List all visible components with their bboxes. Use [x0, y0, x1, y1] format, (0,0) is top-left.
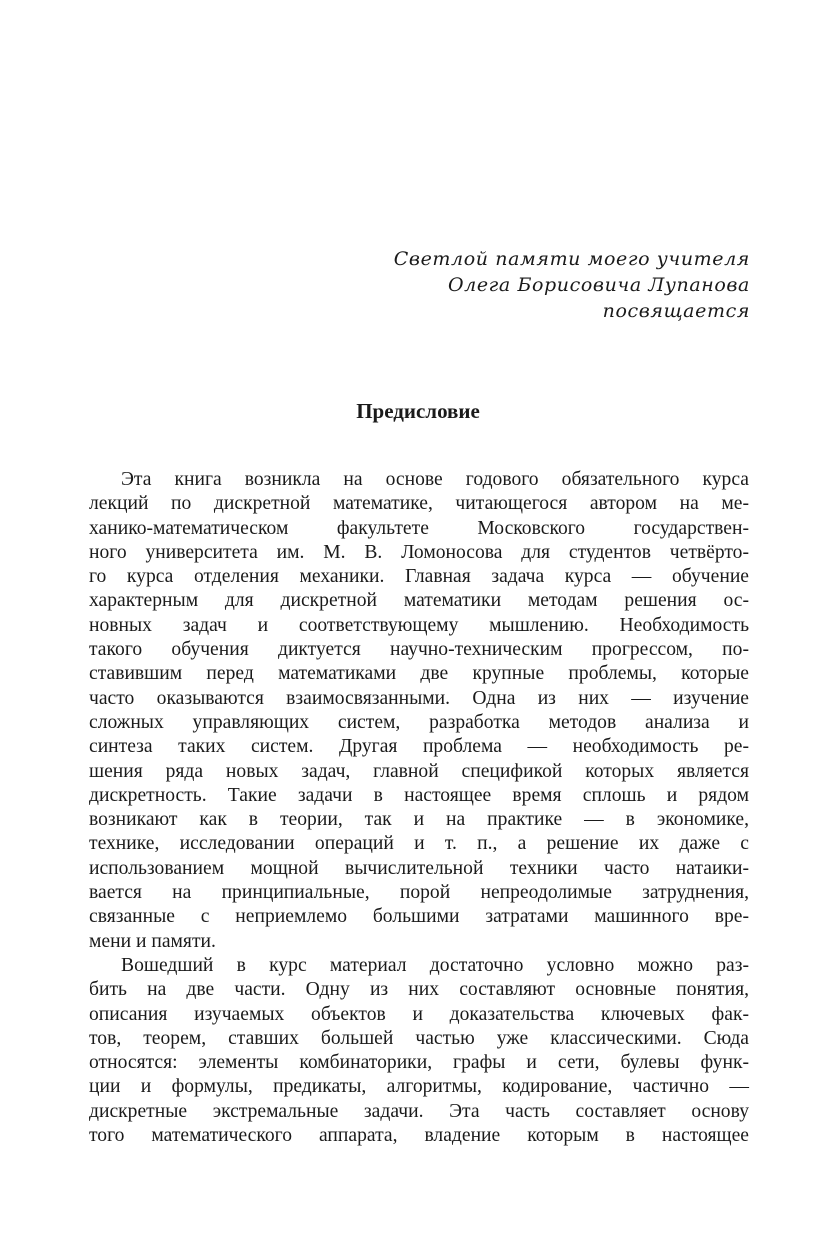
text-line: ханико-математическом факультете Московского государствен- [89, 517, 749, 539]
text-line: тов, теорем, ставших большей частью уже классическими. Сюда [89, 1027, 749, 1049]
text-line: относятся: элементы комбинаторики, графы и сети, булевы функ- [89, 1052, 749, 1074]
text-line: го курса отделения механики. Главная задача курса — обучение [89, 566, 749, 588]
text-line: дискретные экстремальные задачи. Эта часть составляет основу [89, 1100, 749, 1122]
body-text [89, 468, 749, 1148]
dedication-line: Светлой памяти моего учителя [393, 248, 750, 270]
text-line: описания изучаемых объектов и доказательства ключевых фак- [89, 1003, 749, 1025]
text-line: лекций по дискретной математике, читающегося автором на ме- [89, 493, 749, 515]
text-line: шения ряда новых задач, главной спецификой которых является [89, 760, 749, 782]
text-line: технике, исследовании операций и т. п., а решение их даже с [89, 833, 749, 855]
text-line: такого обучения диктуется научно-техническим прогрессом, по- [89, 639, 749, 661]
text-line: Эта книга возникла на основе годового обязательного курса [121, 469, 749, 490]
dedication-line: Олега Борисовича Лупанова [447, 274, 750, 296]
paragraph [89, 468, 749, 954]
text-line: связанные с неприемлемо большими затратами машинного вре- [89, 906, 749, 928]
text-line: ции и формулы, предикаты, алгоритмы, кодирование, частично — [89, 1076, 749, 1098]
text-line: Вошедший в курс материал достаточно условно можно раз- [121, 954, 749, 976]
text-line: дискретность. Такие задачи в настоящее время сплошь и рядом [89, 784, 749, 806]
text-line: часто оказываются взаимосвязанными. Одна из них — изучение [89, 687, 749, 709]
text-line: новных задач и соответствующему мышлению. Необходимость [89, 614, 749, 636]
text-line: использованием мощной вычислительной техники часто натаики- [89, 857, 749, 879]
text-line: сложных управляющих систем, разработка методов анализа и [89, 711, 749, 733]
text-line: бить на две части. Одну из них составляют основные понятия, [89, 979, 749, 1001]
section-heading: Предисловие [356, 399, 480, 423]
text-line: того математического аппарата, владение которым в настоящее [89, 1125, 749, 1147]
dedication [394, 246, 750, 324]
text-line: возникают как в теории, так и на практике — в экономике, [89, 809, 749, 831]
text-line: синтеза таких систем. Другая проблема — необходимость ре- [89, 736, 749, 758]
paragraph [89, 954, 749, 1148]
text-line: характерным для дискретной математики методам решения ос- [89, 590, 749, 612]
text-line: ставившим перед математиками две крупные проблемы, которые [89, 663, 749, 685]
text-line: мени и памяти. [89, 930, 216, 952]
text-line: вается на принципиальные, порой непреодолимые затруднения, [89, 882, 749, 904]
text-line: ного университета им. М. В. Ломоносова для студентов четвёрто- [89, 541, 749, 563]
dedication-line: посвящается [602, 300, 750, 322]
